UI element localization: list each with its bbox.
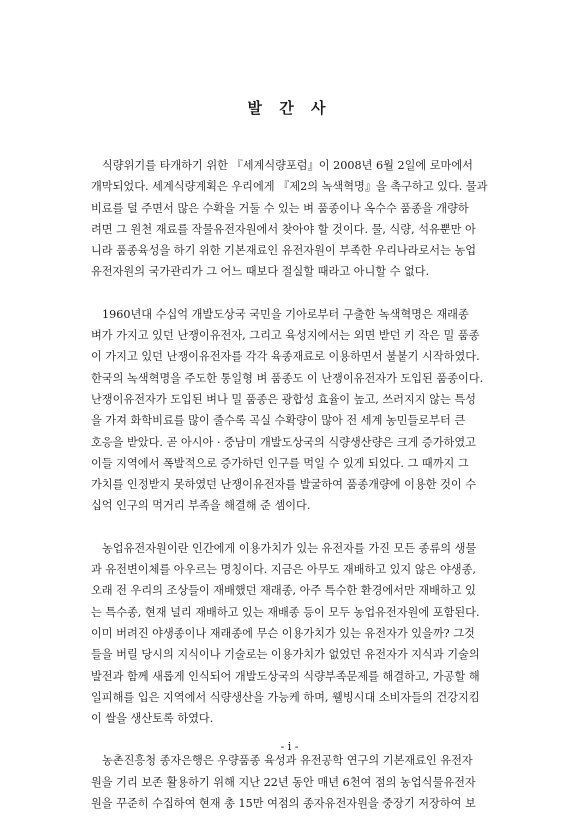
paragraph-3 [91,538,491,730]
text-line: 1960년대 수십억 개발도상국 국민을 기아로부터 구출한 녹색혁명은 재래종 [102,307,469,321]
text-line: 가치를 인정받지 못하였던 난쟁이유전자를 발굴하여 품종개량에 이용한 것이 수 [91,478,477,492]
body-text [91,155,491,835]
text-line: 니라 품종육성을 하기 위한 기본재료인 유전자원이 부족한 우리나라로서는 농업 [91,244,477,258]
text-line: 이 쌀을 생산토록 하였다. [91,712,214,726]
text-line: 오래 전 우리의 조상들이 재배했던 재래종, 아주 특수한 환경에서만 재배하고 있 [91,584,476,598]
text-line: 들을 버릴 당시의 지식이나 기술로는 이용가치가 없었던 유전자가 지식과 기술의 [91,648,480,662]
text-line: 난쟁이유전자가 도입된 벼나 밀 품종은 광합성 효율이 높고, 쓰러지지 않는 특성 [91,392,476,406]
text-line: 한국의 녹색혁명을 주도한 통일형 벼 품종도 이 난쟁이유전자가 도입된 품종이다. [91,371,484,385]
text-line: 벼가 가지고 있던 난쟁이유전자, 그리고 육성지에서는 외면 받던 키 작은 밀 품종 [91,329,480,343]
text-line: 식량위기를 타개하기 위한 『세계식량포럼』이 2008년 6월 2일에 로마에서 [102,159,473,172]
text-line: 과 유전변이체를 아우르는 명칭이다. 지금은 아무도 재배하고 있지 않은 야생종, [91,563,476,577]
text-line: 십억 인구의 먹거리 부족을 해결해 준 셈이다. [91,499,311,513]
paragraph-4 [91,750,491,814]
text-line: 개막되었다. 세계식량계획은 우리에게 『제2의 녹색혁명』을 촉구하고 있다. 물과 [91,180,488,194]
text-line: 원을 꾸준히 수집하여 현재 총 15만 여점의 종자유전자원을 중장기 저장하여 보 [91,797,476,811]
text-line: 유전자원의 국가관리가 그 어느 때보다 절실할 때라고 아니할 수 없다. [91,265,430,279]
page-number: - i - [280,740,299,753]
text-line: 원을 기리 보존 활용하기 위해 지난 22년 동안 매년 6천여 점의 농업식물유전자 [91,775,476,789]
text-line: 발전과 함께 새롭게 인식되어 개발도상국의 식량부족문제를 해결하고, 가공할 해 [91,669,480,683]
text-line: 비료를 덜 주면서 많은 수확을 거둘 수 있는 벼 품종이나 옥수수 품종을 개량하 [91,201,469,215]
text-line: 일피해를 입은 지역에서 식량생산을 가능케 하며, 웰빙시대 소비자들의 건강지킴 [91,690,480,704]
text-line: 농업유전자원이란 인간에게 이용가치가 있는 유전자를 가진 모든 종류의 생물 [102,541,477,555]
text-line: 는 특수종, 현재 널리 재배하고 있는 재배종 등이 모두 농업유전자원에 포함된다. [91,605,480,619]
text-line: 이들 지역에서 폭발적으로 증가하던 인구를 먹일 수 있게 되었다. 그 때까지 그 [91,456,469,470]
paragraph-1 [91,155,491,283]
page-title: 발 간 사 [247,99,332,117]
text-line: 려면 그 원천 재료를 작물유전자원에서 찾아야 할 것이다. 물, 식량, 석유뿐만 아 [91,222,476,236]
text-line: 을 가져 화학비료를 많이 줄수록 곡실 수확량이 많아 전 세계 농민들로부터 큰 [91,414,466,428]
text-line: 이미 버려진 야생종이나 재래종에 무슨 이용가치가 있는 유전자가 있을까? 그것 [91,626,475,640]
text-line: 호응을 받았다. 곧 아시아 · 중남미 개발도상국의 식량생산량은 크게 증가하였고 [91,435,476,449]
text-line: 이 가지고 있던 난쟁이유전자를 각각 육종재료로 이용하면서 불붙기 시작하였다. [91,350,480,364]
paragraph-2 [91,304,491,517]
text-line: 농촌진흥청 종자은행은 우량품종 육성과 유전공학 연구의 기본재료인 유전자 [102,754,473,768]
